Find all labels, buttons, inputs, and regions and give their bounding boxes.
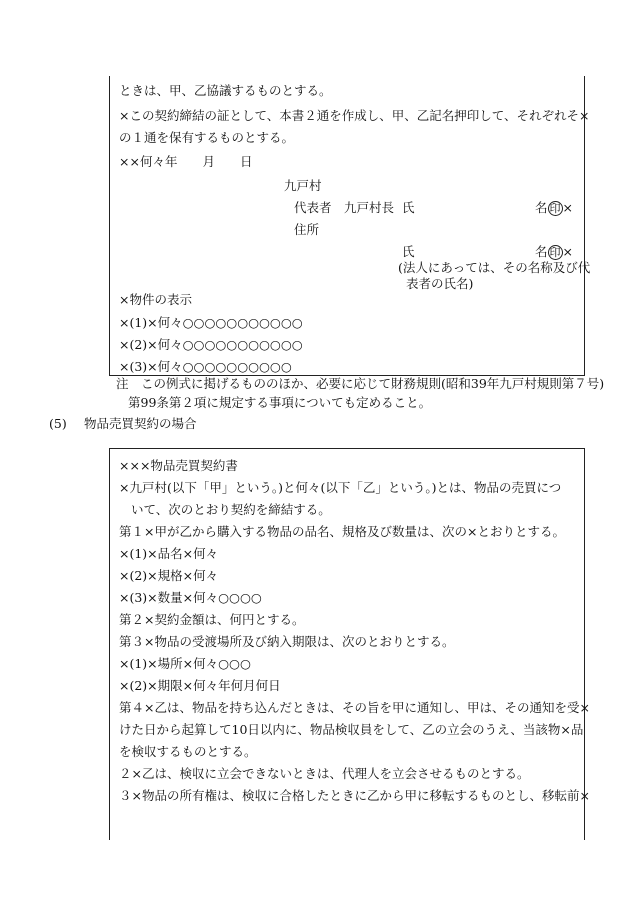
property-item: ×(1)×何々○○○○○○○○○○○ (119, 315, 303, 330)
contract-line: ×(1)×場所×何々○○○ (119, 656, 251, 671)
contract-title: ×××物品売買契約書 (119, 458, 238, 473)
continuation-line: ときは、甲、乙協議するものとする。 (119, 83, 332, 98)
contract-line: けた日から起算して10日以内に、物品検収員をして、乙の立会のうえ、当該物×品 (119, 722, 584, 737)
representative-surname: 氏 (402, 200, 415, 215)
contract-line: 第１×甲が乙から購入する物品の品名、規格及び数量は、次の×とおりとする。 (119, 524, 565, 539)
contract-line: ×(1)×品名×何々 (119, 546, 219, 561)
name-label: 名 (535, 200, 548, 215)
contract-line: ３×物品の所有権は、検収に合格したときに乙から甲に移転するものとし、移転前× (119, 788, 590, 803)
contract-line: ×(3)×数量×何々○○○○ (119, 590, 262, 605)
note-line2: 第99条第２項に規定する事項についても定めること。 (128, 395, 432, 410)
contract-example-box (109, 76, 591, 376)
village-name: 九戸村 (284, 178, 322, 193)
contract-line: いて、次のとおり契約を締結する。 (131, 502, 331, 517)
representative-signature (535, 200, 573, 216)
blank-marker: × (562, 200, 573, 215)
contract-line: 第２×契約金額は、何円とする。 (119, 612, 305, 627)
address-label: 住所 (294, 222, 320, 237)
corporate-note-line1: (法人にあっては、その名称及び代 (398, 260, 591, 275)
seal-icon: 印 (549, 246, 561, 259)
sales-contract-box (109, 448, 590, 840)
contract-line: 第４×乙は、物品を持ち込んだときは、その旨を甲に通知し、甲は、その通知を受× (119, 700, 590, 715)
blank-marker: × (562, 244, 573, 259)
contract-line: ×九戸村(以下「甲」という。)と何々(以下「乙」という。)とは、物品の売買につ (119, 480, 562, 495)
certification-clause-cont: の１通を保有するものとする。 (119, 130, 295, 145)
counterparty-surname: 氏 (402, 244, 415, 259)
contract-line: ×(2)×規格×何々 (119, 568, 219, 583)
contract-line: ２×乙は、検収に立会できないときは、代理人を立会させるものとする。 (119, 766, 530, 781)
section-title: 物品売買契約の場合 (84, 416, 197, 431)
contract-line: 第３×物品の受渡場所及び納入期限は、次のとおりとする。 (119, 634, 455, 649)
property-item: ×(2)×何々○○○○○○○○○○○ (119, 337, 303, 352)
property-heading: ×物件の表示 (119, 292, 192, 307)
contract-line: を検収するものとする。 (119, 744, 257, 759)
representative-label: 代表者 (294, 200, 332, 215)
date-line: ××何々年 月 日 (119, 154, 253, 169)
seal-icon: 印 (549, 202, 561, 215)
note-line1: 注 この例式に掲げるもののほか、必要に応じて財務規則(昭和39年九戸村規則第７号) (116, 376, 605, 391)
certification-clause: ×この契約締結の証として、本書２通を作成し、甲、乙記名押印して、それぞれそ× (119, 108, 590, 123)
representative-title: 九戸村長 (344, 200, 395, 215)
counterparty-signature (535, 244, 573, 260)
contract-line: ×(2)×期限×何々年何月何日 (119, 678, 281, 693)
property-item: ×(3)×何々○○○○○○○○○○ (119, 359, 292, 374)
corporate-note-line2: 表者の氏名) (406, 276, 474, 291)
name-label: 名 (535, 244, 548, 259)
section-number: (5) (49, 416, 67, 431)
